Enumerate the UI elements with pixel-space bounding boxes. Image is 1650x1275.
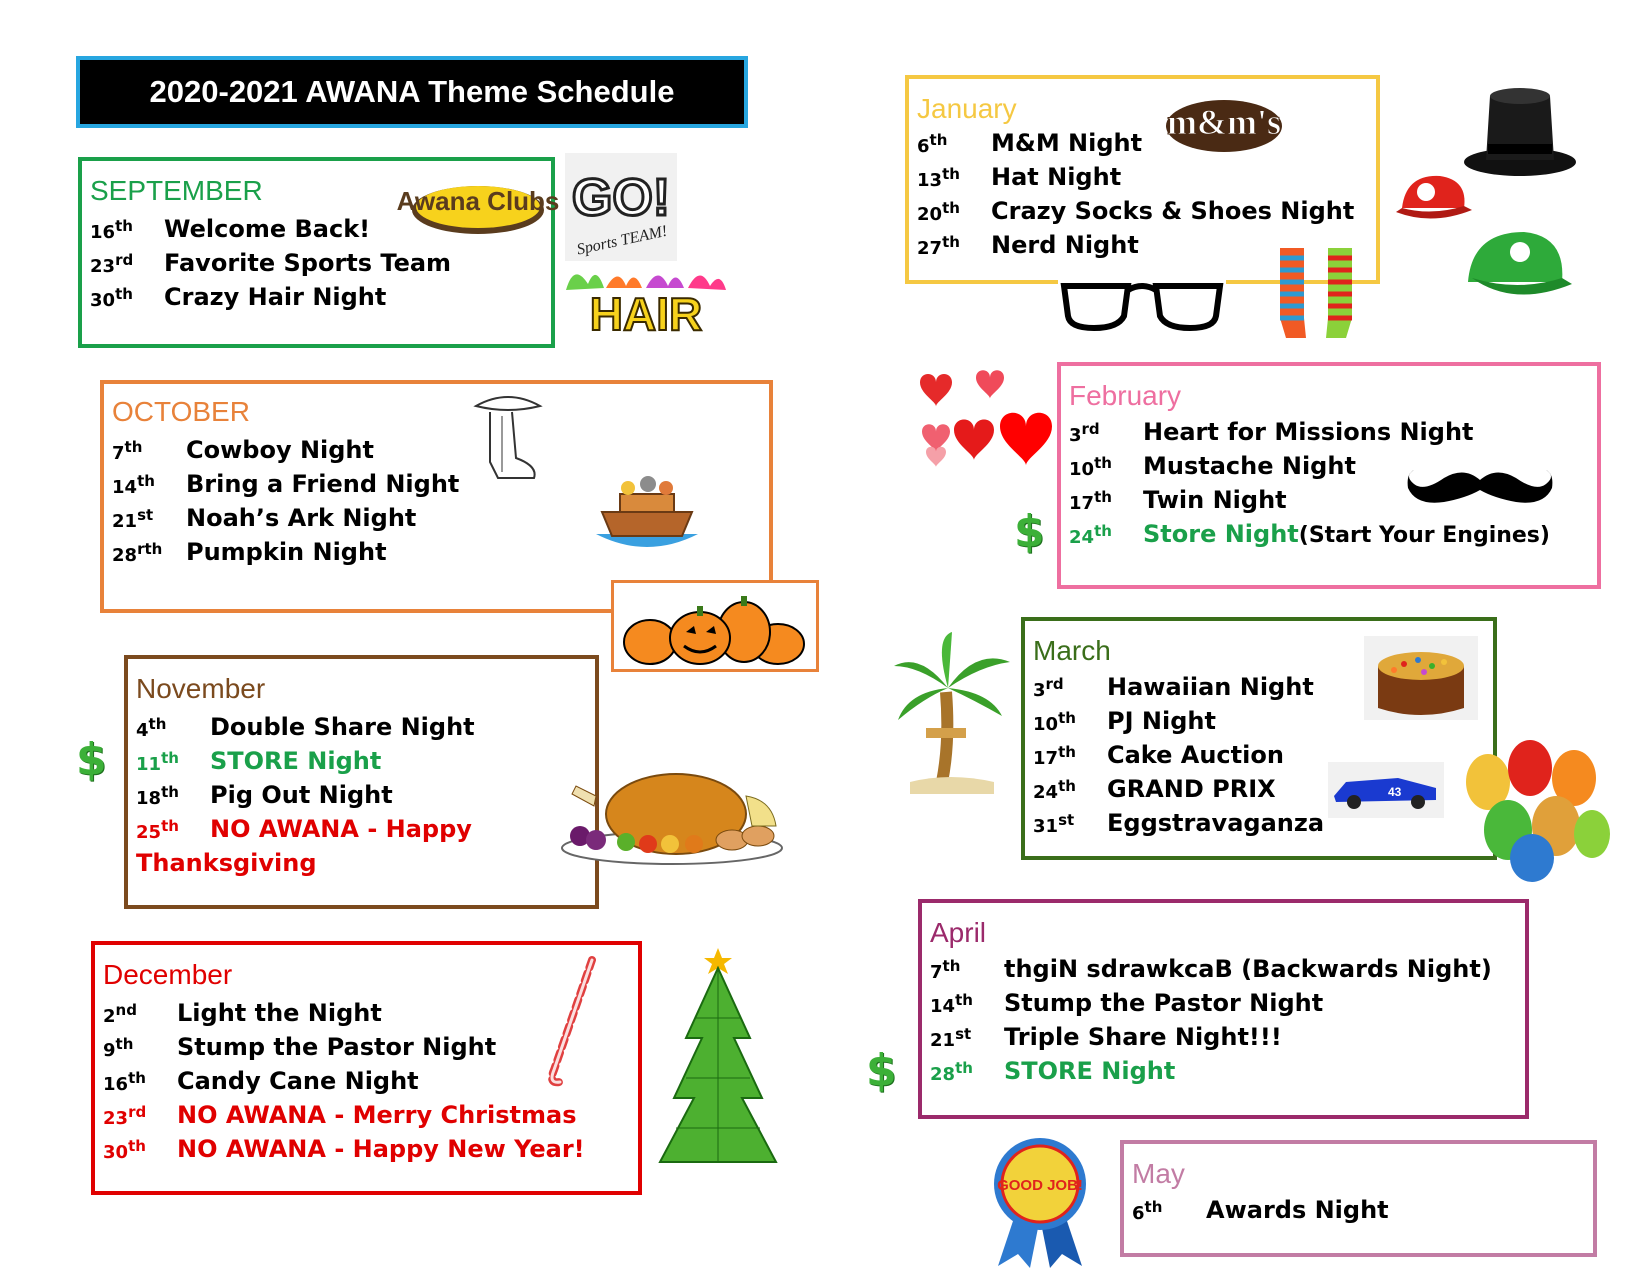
month-name-january: January [917,93,1017,124]
entry-row: 6th Awards Night [1132,1196,1389,1224]
svg-text:Sports TEAM!: Sports TEAM! [575,222,669,259]
cake-icon [1364,636,1478,720]
awana-logo-icon [396,176,560,238]
green-cap-icon [1458,222,1578,306]
month-name-may: May [1132,1158,1185,1189]
mustache-icon [1404,462,1556,522]
nerd-glasses-icon [1058,272,1226,336]
crazy-hair-icon [560,262,730,340]
month-box-april [918,899,1529,1119]
store-dollar-icon: $ [866,1045,897,1096]
entry-row: 20th Crazy Socks & Shoes Night [917,197,1355,225]
noahs-ark-icon [592,464,702,556]
turkey-icon [556,756,788,868]
entry-row: 4th Double Share Night [136,713,475,741]
entry-row: 28th STORE Night [930,1057,1176,1085]
month-name-october: OCTOBER [112,396,250,427]
hearts-icon [920,372,1040,480]
svg-text:m&m's: m&m's [1167,102,1281,142]
christmas-tree-icon [656,948,786,1176]
svg-text:HAIR: HAIR [589,288,703,340]
entry-row: 3rd Heart for Missions Night [1069,418,1474,446]
entry-row: 14th Stump the Pastor Night [930,989,1324,1017]
entry-row: 21st Noah’s Ark Night [112,504,417,532]
palm-tree-icon [890,632,1014,794]
month-name-march: March [1033,635,1111,666]
crazy-socks-icon [1276,248,1358,342]
svg-text:GO!: GO! [571,169,671,227]
entry-row: 14th Bring a Friend Night [112,470,460,498]
pumpkins-icon [620,586,810,668]
entry-row: 17th Twin Night [1069,486,1287,514]
go-sports-icon [565,153,677,261]
month-name-september: SEPTEMBER [90,175,263,206]
entry-row: 16th Welcome Back! [90,215,371,243]
entry-row: 6th M&M Night [917,129,1143,157]
candy-cane-icon [532,952,616,1088]
month-name-december: December [103,959,233,990]
entry-row: 7th Cowboy Night [112,436,374,464]
entry-row: 18th Pig Out Night [136,781,393,809]
entry-row: 21st Triple Share Night!!! [930,1023,1282,1051]
store-dollar-icon: $ [1014,506,1045,557]
top-hat-icon [1460,82,1580,178]
easter-eggs-icon [1458,734,1614,884]
pinewood-car-icon [1328,762,1444,818]
svg-text:GOOD JOB!: GOOD JOB! [997,1177,1083,1194]
entry-row: 30th NO AWANA - Happy New Year! [103,1135,585,1163]
entry-row: 2nd Light the Night [103,999,382,1027]
entry-row: $28^{rth}$ Pumpkin Night [112,538,387,566]
month-box-may [1120,1140,1597,1257]
entry-row: 25th NO AWANA - Happy [136,815,472,843]
entry-row: 7th thgiN sdrawkcaB (Backwards Night) [930,955,1492,983]
entry-row: 10th PJ Night [1033,707,1216,735]
page-title: 2020-2021 AWANA Theme Schedule [76,56,748,128]
store-dollar-icon: $ [76,734,107,785]
mm-logo-icon [1160,88,1290,156]
entry-row: 10th Mustache Night [1069,452,1356,480]
entry-row: 9th Stump the Pastor Night [103,1033,497,1061]
awana-logo-text: Awana Clubs [396,186,560,216]
month-name-february: February [1069,380,1182,411]
entry-row: 16th Candy Cane Night [103,1067,419,1095]
entry-row: 24th GRAND PRIX [1033,775,1276,803]
entry-row: 31st Eggstravaganza [1033,809,1325,837]
entry-row: 23rd NO AWANA - Merry Christmas [103,1101,577,1129]
entry-row: 23rd Favorite Sports Team [90,249,452,277]
month-name-april: April [930,917,987,948]
entry-row: 17th Cake Auction [1033,741,1284,769]
entry-row: 3rd Hawaiian Night [1033,673,1314,701]
entry-row: 30th Crazy Hair Night [90,283,387,311]
entry-row: 24th Store Night (Start Your Engines) [1069,520,1550,548]
entry-row: 13th Hat Night [917,163,1122,191]
good-job-ribbon-icon [988,1136,1092,1268]
svg-text:43: 43 [1388,785,1402,799]
red-cap-icon [1392,168,1476,230]
entry-row: 27th Nerd Night [917,231,1139,259]
month-name-november: November [136,673,266,704]
entry-row-continued: Thanksgiving [136,849,317,877]
cowboy-boot-icon [468,392,548,484]
entry-row: 11th STORE Night [136,747,382,775]
month-box-november [124,655,599,909]
